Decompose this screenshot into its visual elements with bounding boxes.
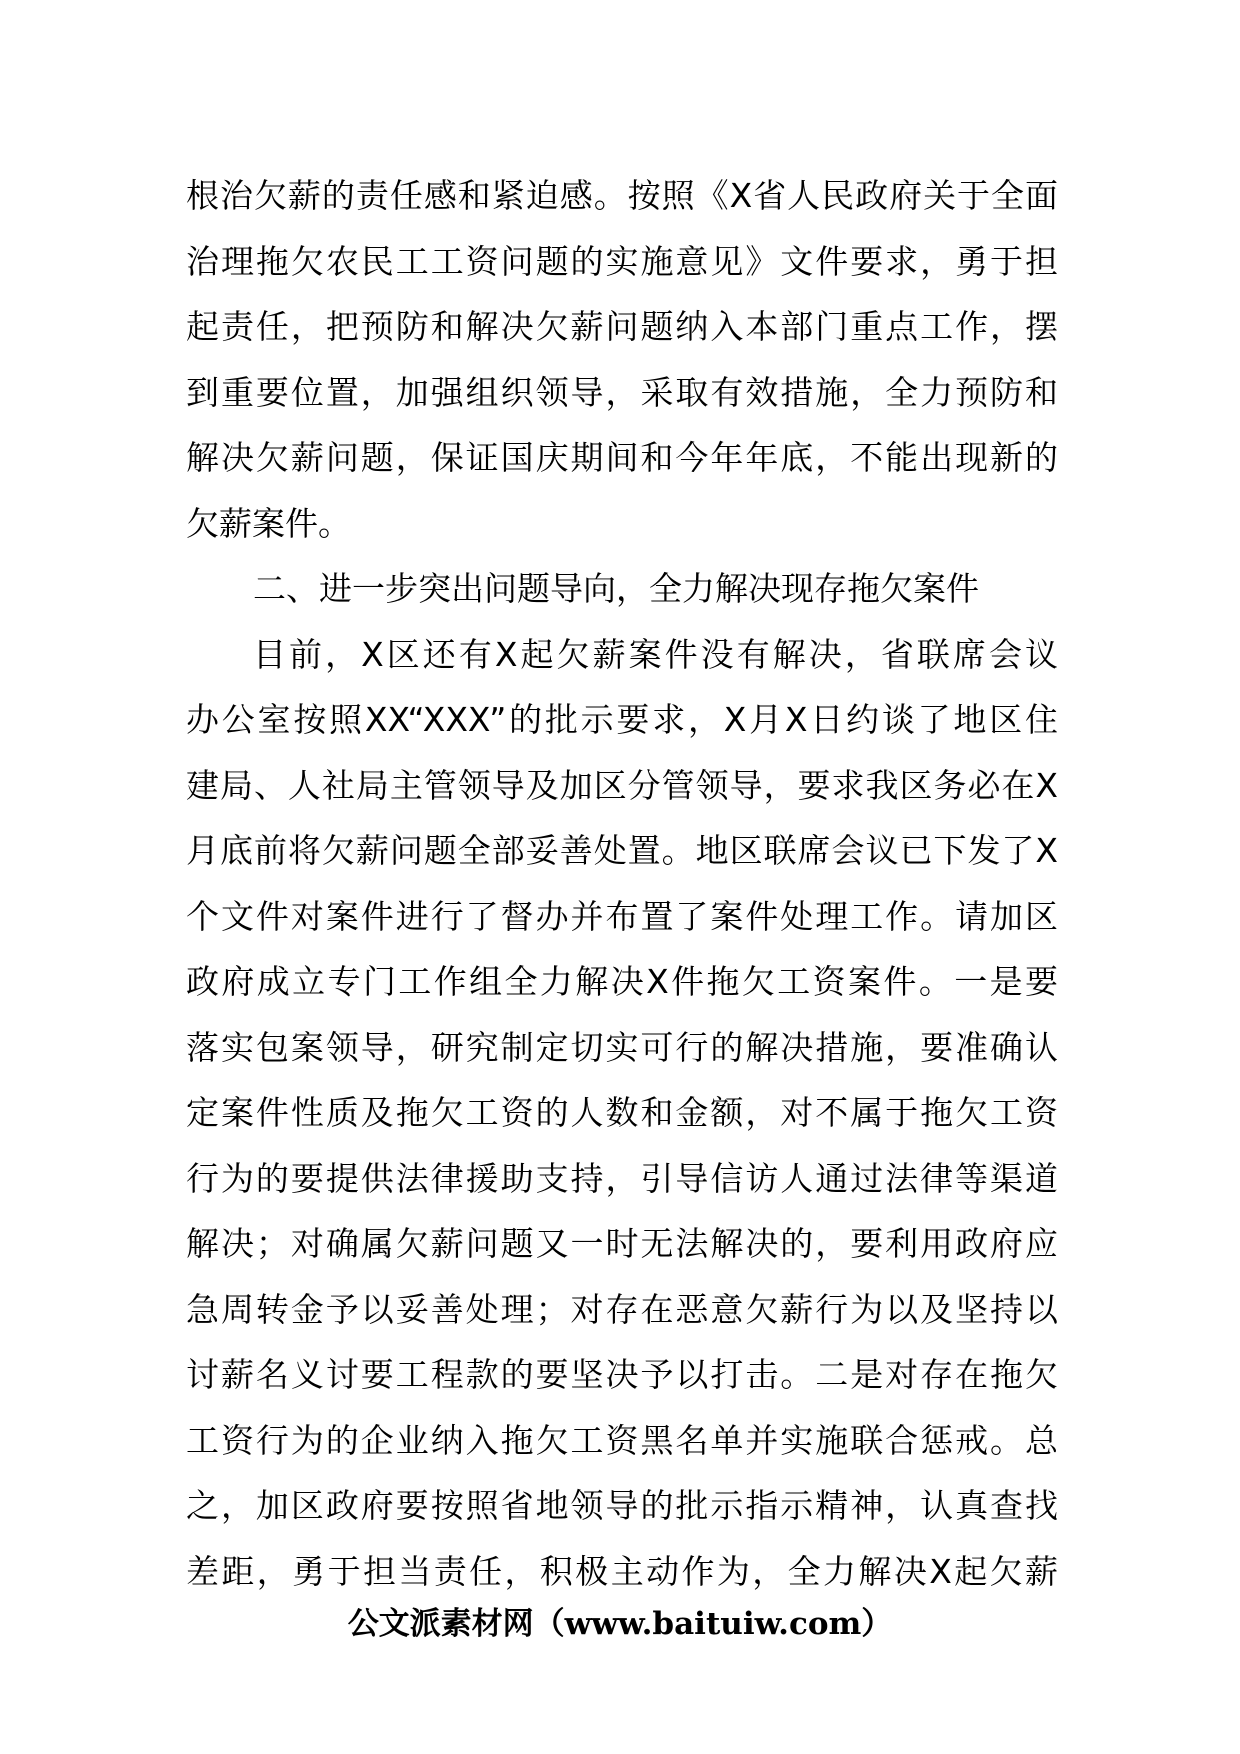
text-line: 建局、人社局主管领导及加区分管领导，要求我区务必在X — [186, 765, 1058, 805]
section-heading: 二、进一步突出问题导向，全力解决现存拖欠案件 — [253, 569, 979, 608]
document-body — [186, 163, 1058, 1604]
text-line: 月底前将欠薪问题全部妥善处置。地区联席会议已下发了X — [186, 831, 1058, 870]
text-line: 急周转金予以妥善处理；对存在恶意欠薪行为以及坚持以 — [186, 1289, 1058, 1329]
text-line: 行为的要提供法律援助支持，引导信访人通过法律等渠道 — [186, 1158, 1058, 1198]
text-line: 治理拖欠农民工工资问题的实施意见》文件要求，勇于担 — [186, 241, 1058, 281]
text-line: 定案件性质及拖欠工资的人数和金额，对不属于拖欠工资 — [186, 1093, 1058, 1132]
text-line: 之，加区政府要按照省地领导的批示指示精神，认真查找 — [186, 1486, 1058, 1525]
text-line: 工资行为的企业纳入拖欠工资黑名单并实施联合惩戒。总 — [186, 1420, 1058, 1460]
text-line: 欠薪案件。 — [186, 503, 351, 543]
text-line: 根治欠薪的责任感和紧迫感。按照《X省人民政府关于全面 — [186, 176, 1058, 215]
text-line: 讨薪名义讨要工程款的要坚决予以打击。二是对存在拖欠 — [186, 1355, 1058, 1394]
text-line: 落实包案领导，研究制定切实可行的解决措施，要准确认 — [186, 1027, 1058, 1067]
footer-watermark: 公文派素材网（www.baituiw.com） — [347, 1606, 893, 1642]
text-line: 个文件对案件进行了督办并布置了案件处理工作。请加区 — [186, 896, 1058, 936]
text-line: 差距，勇于担当责任，积极主动作为，全力解决X起欠薪 — [186, 1551, 1058, 1591]
text-line: 目前，X区还有X起欠薪案件没有解决，省联席会议 — [253, 634, 1058, 674]
text-line: 起责任，把预防和解决欠薪问题纳入本部门重点工作，摆 — [186, 307, 1058, 346]
text-line: 解决；对确属欠薪问题又一时无法解决的，要利用政府应 — [186, 1224, 1058, 1263]
text-line: 到重要位置，加强组织领导，采取有效措施，全力预防和 — [186, 372, 1058, 412]
text-line: 解决欠薪问题，保证国庆期间和今年年底，不能出现新的 — [186, 438, 1058, 477]
text-line: 政府成立专门工作组全力解决X件拖欠工资案件。一是要 — [186, 962, 1058, 1001]
text-line: 办公室按照XX“XXX”的批示要求，X月X日约谈了地区住 — [186, 700, 1058, 739]
